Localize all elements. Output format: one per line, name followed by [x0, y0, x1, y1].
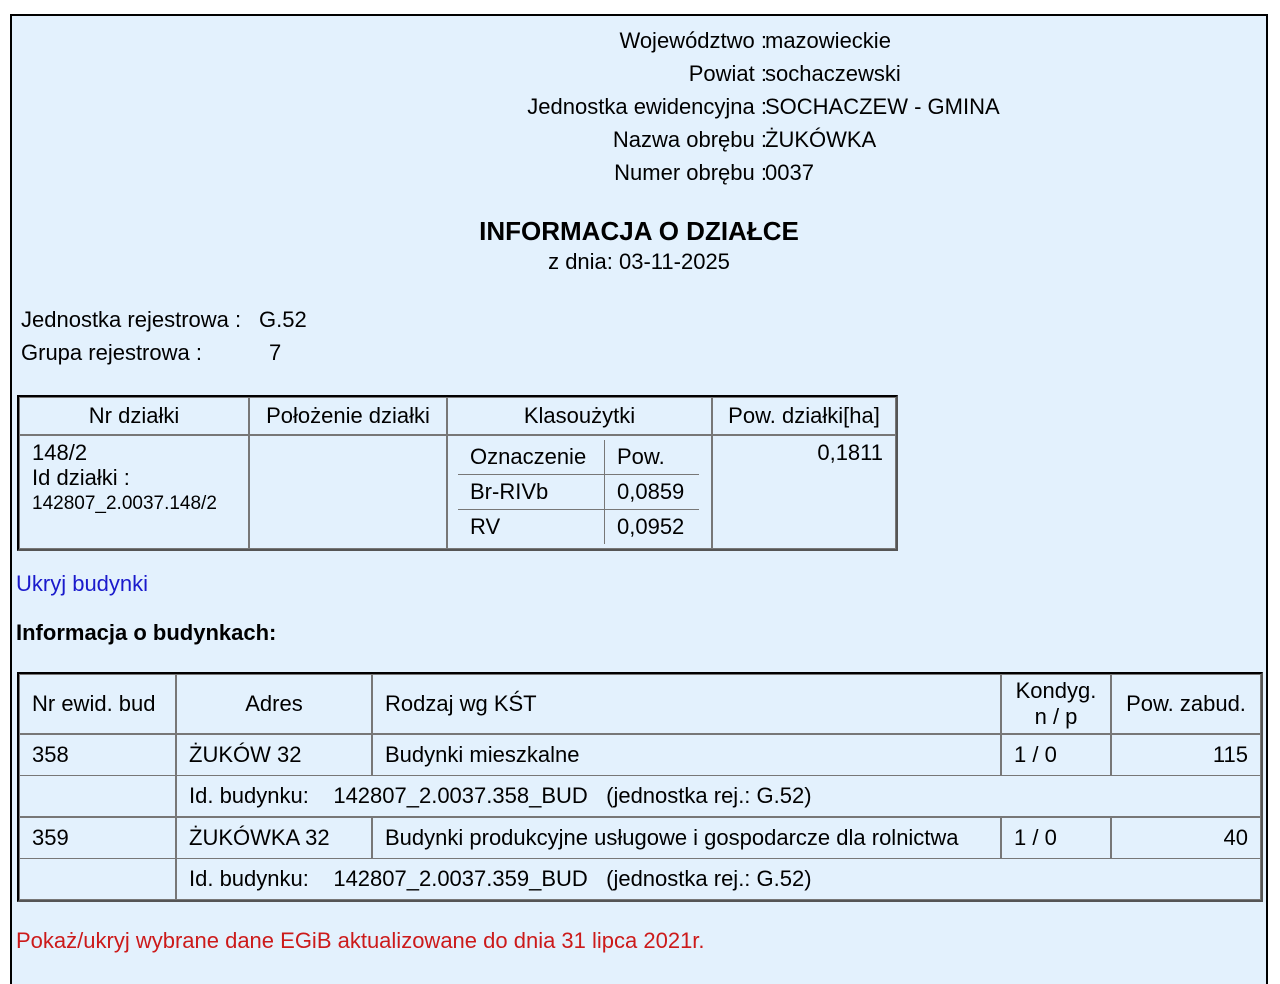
registry-unit-label: Jednostka rejestrowa :: [21, 307, 242, 332]
land-class-area-header: Pow.: [605, 440, 700, 475]
building-address: ŻUKÓWKA 32: [176, 817, 372, 859]
hide-buildings-link[interactable]: Ukryj budynki: [16, 571, 149, 596]
building-number: 358: [19, 734, 176, 776]
registry-unit: [21, 304, 307, 336]
registry-group-label: Grupa rejestrowa :: [21, 340, 202, 365]
building-id-value: 142807_2.0037.358_BUD: [333, 783, 588, 808]
column-header-storeys: [1001, 674, 1111, 734]
land-classes-cell: [447, 435, 712, 549]
land-class-code: Br-RIVb: [458, 475, 605, 510]
column-header-address: Adres: [176, 674, 372, 734]
land-class-code: RV: [458, 510, 605, 545]
building-id-spacer: [19, 859, 176, 900]
column-header-parcel-area: Pow. działki[ha]: [712, 397, 896, 435]
column-header-kst-type: Rodzaj wg KŚT: [372, 674, 1001, 734]
building-number: 359: [19, 817, 176, 859]
land-class-area: 0,0859: [605, 475, 700, 510]
building-id-label: Id. budynku:: [189, 783, 309, 808]
buildings-table: [17, 672, 1263, 902]
header-label: Numer obrębu :: [614, 160, 767, 185]
land-class-area: 0,0952: [605, 510, 700, 545]
egib-toggle-link[interactable]: Pokaż/ukryj wybrane dane EGiB aktualizowane do dnia 31 lipca 2021r.: [16, 928, 705, 953]
column-header-building-number: Nr ewid. bud: [19, 674, 176, 734]
column-header-land-classes: Klasoużytki: [447, 397, 712, 435]
header-label: Powiat :: [688, 61, 767, 86]
buildings-heading: Informacja o budynkach:: [16, 620, 277, 645]
header-value: mazowieckie: [765, 28, 891, 53]
location-header: [12, 24, 1266, 189]
land-class-row: [458, 510, 699, 545]
building-address: ŻUKÓW 32: [176, 734, 372, 776]
header-label: Nazwa obrębu :: [612, 127, 767, 152]
parcel-number: 148/2: [32, 440, 88, 465]
parcel-id-value: 142807_2.0037.148/2: [32, 493, 217, 514]
building-area: 115: [1111, 734, 1261, 776]
building-area: 40: [1111, 817, 1261, 859]
building-registry-unit: (jednostka rej.: G.52): [606, 783, 812, 808]
header-row-county: [12, 57, 1266, 90]
building-registry-unit: (jednostka rej.: G.52): [606, 866, 812, 891]
parcel-info-panel: [10, 14, 1268, 984]
header-row-precinct-number: [12, 156, 1266, 189]
registry-group-value: 7: [269, 340, 282, 365]
parcel-table: [17, 395, 898, 551]
registry-unit-value: G.52: [259, 307, 307, 332]
land-classes-header: [458, 440, 699, 475]
parcel-number-cell: [19, 435, 249, 549]
registry-group: [21, 337, 282, 369]
building-id-value: 142807_2.0037.359_BUD: [333, 866, 588, 891]
header-value: 0037: [765, 160, 814, 185]
building-type: Budynki produkcyjne usługowe i gospodarcze dla rolnictwa: [372, 817, 1001, 859]
header-value: sochaczewski: [765, 61, 901, 86]
buildings-table-header: [19, 674, 1261, 734]
parcel-table-header: [19, 397, 896, 435]
land-class-code-header: Oznaczenie: [470, 444, 587, 469]
building-id-row: [19, 859, 1261, 900]
building-id-cell: [176, 776, 1261, 817]
building-storeys: 1 / 0: [1001, 734, 1111, 776]
page-title: INFORMACJA O DZIAŁCE: [479, 216, 799, 246]
header-row-voivodeship: [12, 24, 1266, 57]
parcel-row: [19, 435, 896, 549]
column-header-built-area: Pow. zabud.: [1111, 674, 1261, 734]
building-id-row: [19, 776, 1261, 817]
building-id-spacer: [19, 776, 176, 817]
building-id-cell: [176, 859, 1261, 900]
storeys-sublabel: n / p: [1034, 704, 1078, 729]
parcel-id-label: Id działki :: [32, 465, 130, 490]
building-type: Budynki mieszkalne: [372, 734, 1001, 776]
header-label: Jednostka ewidencyjna :: [527, 94, 767, 119]
column-header-parcel-number: Nr działki: [19, 397, 249, 435]
header-label: Województwo :: [619, 28, 767, 53]
building-storeys: 1 / 0: [1001, 817, 1111, 859]
building-row: [19, 734, 1261, 776]
building-row: [19, 817, 1261, 859]
land-classes-table: [458, 440, 699, 544]
land-class-row: [458, 475, 699, 510]
header-row-unit: [12, 90, 1266, 123]
header-row-precinct-name: [12, 123, 1266, 156]
header-value: SOCHACZEW - GMINA: [765, 94, 1000, 119]
report-date: z dnia: 03-11-2025: [548, 249, 730, 274]
parcel-area: 0,1811: [712, 435, 896, 549]
parcel-location-cell: [249, 435, 447, 549]
storeys-label: Kondyg.: [1015, 678, 1097, 703]
building-id-label: Id. budynku:: [189, 866, 309, 891]
column-header-parcel-location: Położenie działki: [249, 397, 447, 435]
header-value: ŻUKÓWKA: [765, 127, 877, 152]
